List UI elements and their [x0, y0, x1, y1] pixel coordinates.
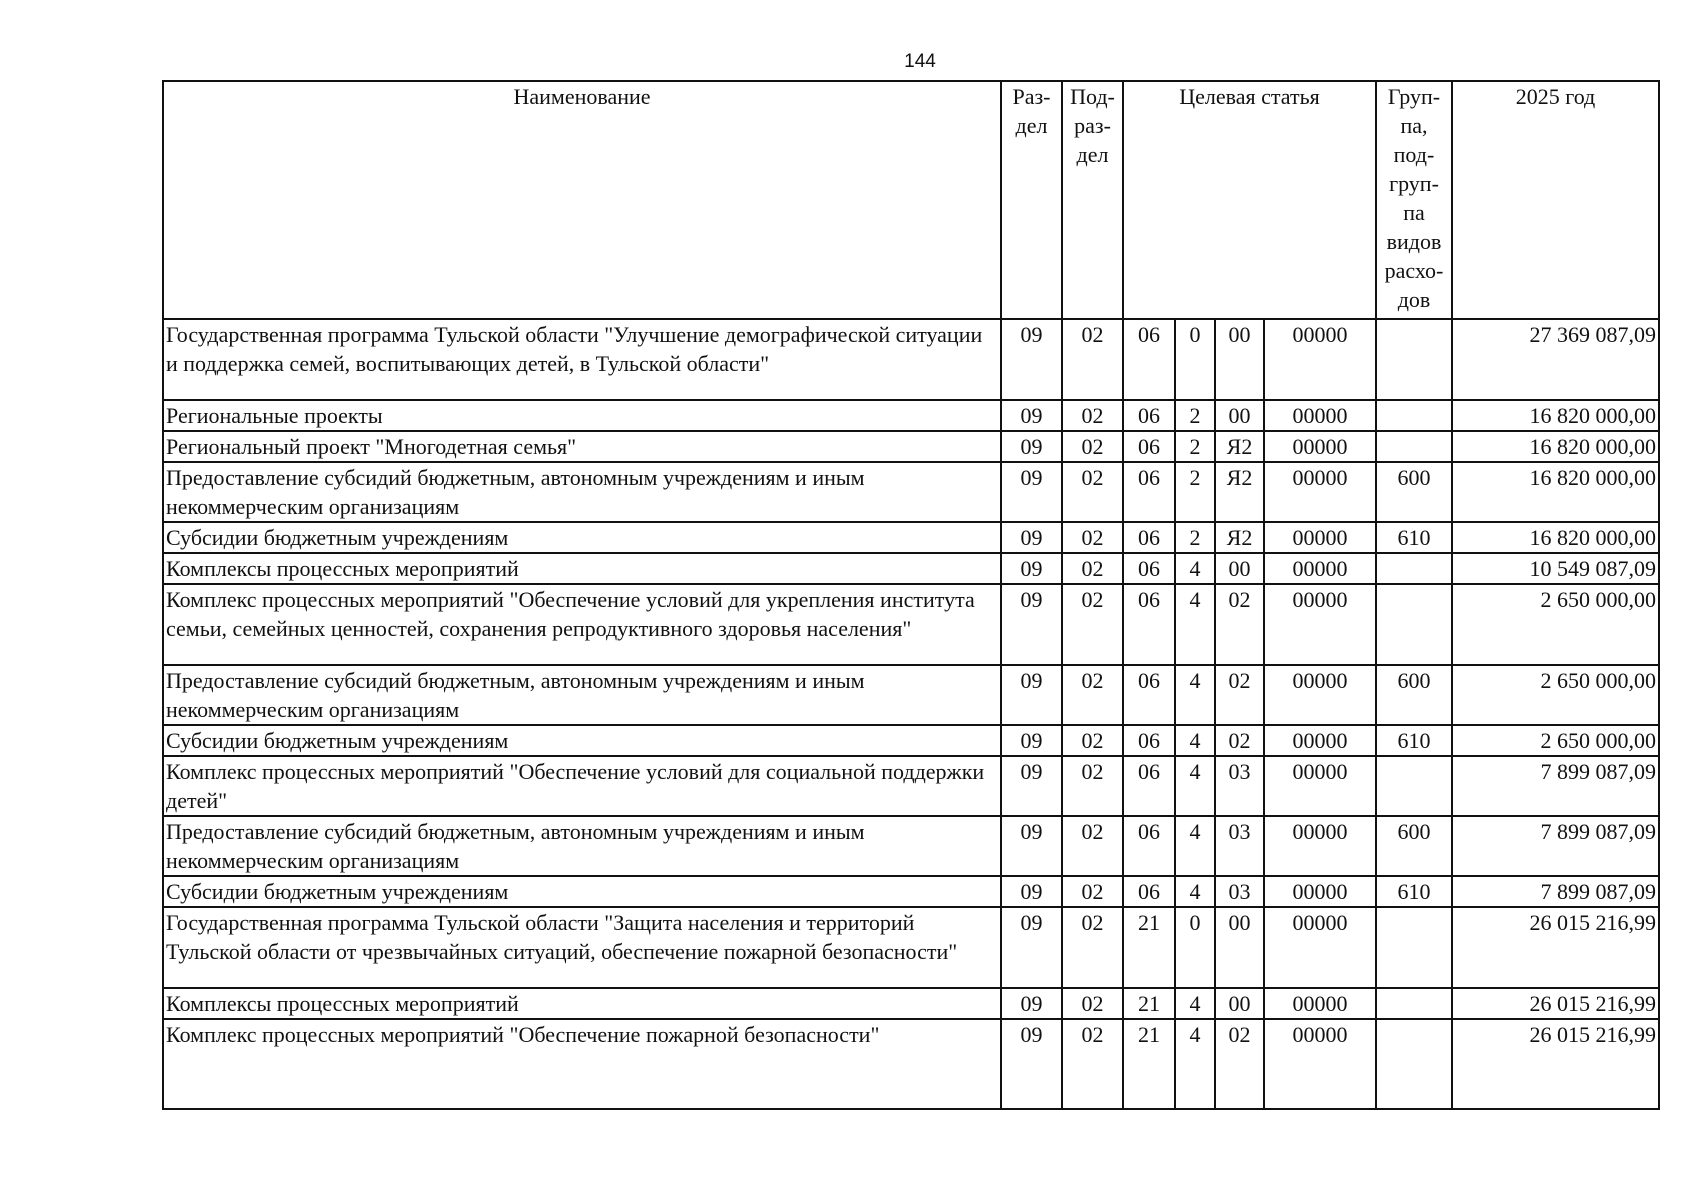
row-name: Субсидии бюджетным учреждениям — [163, 522, 1001, 553]
row-name: Предоставление субсидий бюджетным, автономным учреждениям и иным некоммерческим организациям — [163, 816, 1001, 876]
row-razdel: 09 — [1001, 431, 1062, 462]
row-target-direction: 00000 — [1264, 462, 1376, 522]
row-amount: 7 899 087,09 — [1452, 876, 1659, 907]
row-expense-group: 600 — [1376, 462, 1452, 522]
table-row — [163, 400, 1659, 431]
row-podrazdel: 02 — [1062, 584, 1123, 665]
row-target-type: 0 — [1175, 319, 1215, 400]
row-expense-group — [1376, 584, 1452, 665]
row-target-type: 4 — [1175, 816, 1215, 876]
row-name: Региональный проект "Многодетная семья" — [163, 431, 1001, 462]
header-razdel: Раз- дел — [1001, 81, 1062, 319]
row-target-subprogram: Я2 — [1215, 522, 1264, 553]
row-target-program: 06 — [1123, 816, 1175, 876]
row-amount: 16 820 000,00 — [1452, 431, 1659, 462]
header-target-article: Целевая статья — [1123, 81, 1376, 319]
row-razdel: 09 — [1001, 319, 1062, 400]
row-target-direction: 00000 — [1264, 431, 1376, 462]
row-target-subprogram: 02 — [1215, 665, 1264, 725]
table-row — [163, 553, 1659, 584]
row-expense-group: 600 — [1376, 665, 1452, 725]
row-target-direction: 00000 — [1264, 553, 1376, 584]
table-row — [163, 725, 1659, 756]
row-podrazdel: 02 — [1062, 756, 1123, 816]
row-target-direction: 00000 — [1264, 756, 1376, 816]
row-razdel: 09 — [1001, 584, 1062, 665]
row-target-program: 06 — [1123, 725, 1175, 756]
row-target-type: 4 — [1175, 876, 1215, 907]
row-target-program: 06 — [1123, 400, 1175, 431]
row-amount: 16 820 000,00 — [1452, 400, 1659, 431]
row-amount: 10 549 087,09 — [1452, 553, 1659, 584]
table-row — [163, 816, 1659, 876]
table-body — [163, 319, 1659, 1109]
row-amount: 2 650 000,00 — [1452, 665, 1659, 725]
row-target-direction: 00000 — [1264, 876, 1376, 907]
row-amount: 26 015 216,99 — [1452, 988, 1659, 1019]
row-target-type: 4 — [1175, 988, 1215, 1019]
row-target-program: 06 — [1123, 876, 1175, 907]
row-razdel: 09 — [1001, 876, 1062, 907]
row-expense-group: 610 — [1376, 876, 1452, 907]
row-razdel: 09 — [1001, 756, 1062, 816]
row-amount: 2 650 000,00 — [1452, 725, 1659, 756]
row-target-subprogram: 03 — [1215, 876, 1264, 907]
row-target-type: 4 — [1175, 725, 1215, 756]
row-razdel: 09 — [1001, 462, 1062, 522]
row-target-direction: 00000 — [1264, 816, 1376, 876]
row-amount: 16 820 000,00 — [1452, 522, 1659, 553]
row-razdel: 09 — [1001, 725, 1062, 756]
row-target-direction: 00000 — [1264, 522, 1376, 553]
row-target-subprogram: 02 — [1215, 584, 1264, 665]
row-target-subprogram: 00 — [1215, 400, 1264, 431]
row-expense-group — [1376, 907, 1452, 988]
row-target-direction: 00000 — [1264, 319, 1376, 400]
row-podrazdel: 02 — [1062, 522, 1123, 553]
row-name: Государственная программа Тульской области "Защита населения и территорий Тульской области от чрезвычайных ситуаций, обеспечение пожарной безопасности" — [163, 907, 1001, 988]
row-target-program: 06 — [1123, 522, 1175, 553]
row-target-type: 4 — [1175, 1019, 1215, 1109]
row-target-subprogram: Я2 — [1215, 462, 1264, 522]
row-expense-group — [1376, 431, 1452, 462]
row-expense-group — [1376, 1019, 1452, 1109]
row-expense-group: 610 — [1376, 725, 1452, 756]
row-target-subprogram: 03 — [1215, 816, 1264, 876]
row-target-program: 06 — [1123, 584, 1175, 665]
row-target-program: 06 — [1123, 462, 1175, 522]
row-expense-group: 610 — [1376, 522, 1452, 553]
row-podrazdel: 02 — [1062, 319, 1123, 400]
row-razdel: 09 — [1001, 816, 1062, 876]
row-amount: 16 820 000,00 — [1452, 462, 1659, 522]
row-podrazdel: 02 — [1062, 462, 1123, 522]
row-target-direction: 00000 — [1264, 584, 1376, 665]
row-razdel: 09 — [1001, 665, 1062, 725]
table-row — [163, 319, 1659, 400]
row-target-program: 06 — [1123, 319, 1175, 400]
row-razdel: 09 — [1001, 400, 1062, 431]
table-row — [163, 665, 1659, 725]
table-row — [163, 1019, 1659, 1109]
row-target-subprogram: Я2 — [1215, 431, 1264, 462]
row-podrazdel: 02 — [1062, 400, 1123, 431]
row-target-direction: 00000 — [1264, 665, 1376, 725]
row-podrazdel: 02 — [1062, 431, 1123, 462]
table-row — [163, 431, 1659, 462]
table-row — [163, 907, 1659, 988]
row-amount: 26 015 216,99 — [1452, 907, 1659, 988]
page-number: 144 — [904, 51, 936, 72]
row-amount: 2 650 000,00 — [1452, 584, 1659, 665]
row-expense-group — [1376, 319, 1452, 400]
row-podrazdel: 02 — [1062, 1019, 1123, 1109]
row-target-direction: 00000 — [1264, 907, 1376, 988]
row-podrazdel: 02 — [1062, 876, 1123, 907]
row-name: Региональные проекты — [163, 400, 1001, 431]
table-row — [163, 462, 1659, 522]
row-target-direction: 00000 — [1264, 725, 1376, 756]
row-target-direction: 00000 — [1264, 400, 1376, 431]
table-row — [163, 522, 1659, 553]
row-target-subprogram: 00 — [1215, 988, 1264, 1019]
table-row — [163, 988, 1659, 1019]
row-name: Предоставление субсидий бюджетным, автономным учреждениям и иным некоммерческим организациям — [163, 665, 1001, 725]
row-target-subprogram: 02 — [1215, 1019, 1264, 1109]
row-target-subprogram: 00 — [1215, 907, 1264, 988]
row-amount: 26 015 216,99 — [1452, 1019, 1659, 1109]
row-target-program: 21 — [1123, 907, 1175, 988]
row-podrazdel: 02 — [1062, 553, 1123, 584]
header-podrazdel: Под- раз- дел — [1062, 81, 1123, 319]
row-target-type: 4 — [1175, 756, 1215, 816]
row-name: Комплекс процессных мероприятий "Обеспечение условий для социальной поддержки детей" — [163, 756, 1001, 816]
table-row — [163, 876, 1659, 907]
row-razdel: 09 — [1001, 988, 1062, 1019]
row-target-type: 4 — [1175, 584, 1215, 665]
row-target-subprogram: 00 — [1215, 553, 1264, 584]
header-row — [163, 81, 1659, 319]
row-name: Предоставление субсидий бюджетным, автономным учреждениям и иным некоммерческим организациям — [163, 462, 1001, 522]
row-name: Комплекс процессных мероприятий "Обеспечение условий для укрепления института семьи, семейных ценностей, сохранения репродуктивного здоровья населения" — [163, 584, 1001, 665]
row-expense-group — [1376, 756, 1452, 816]
row-expense-group: 600 — [1376, 816, 1452, 876]
table-row — [163, 584, 1659, 665]
row-expense-group — [1376, 988, 1452, 1019]
row-expense-group — [1376, 400, 1452, 431]
header-year-2025: 2025 год — [1452, 81, 1659, 319]
row-name: Субсидии бюджетным учреждениям — [163, 876, 1001, 907]
row-target-subprogram: 00 — [1215, 319, 1264, 400]
row-razdel: 09 — [1001, 907, 1062, 988]
row-target-program: 06 — [1123, 756, 1175, 816]
row-podrazdel: 02 — [1062, 665, 1123, 725]
row-razdel: 09 — [1001, 522, 1062, 553]
row-target-direction: 00000 — [1264, 1019, 1376, 1109]
row-target-subprogram: 03 — [1215, 756, 1264, 816]
row-name: Субсидии бюджетным учреждениям — [163, 725, 1001, 756]
row-amount: 7 899 087,09 — [1452, 756, 1659, 816]
row-podrazdel: 02 — [1062, 907, 1123, 988]
table-row — [163, 756, 1659, 816]
row-razdel: 09 — [1001, 553, 1062, 584]
row-target-type: 2 — [1175, 431, 1215, 462]
row-razdel: 09 — [1001, 1019, 1062, 1109]
header-name: Наименование — [163, 81, 1001, 319]
row-name: Комплекс процессных мероприятий "Обеспечение пожарной безопасности" — [163, 1019, 1001, 1109]
row-name: Комплексы процессных мероприятий — [163, 988, 1001, 1019]
row-target-program: 06 — [1123, 665, 1175, 725]
row-target-type: 4 — [1175, 553, 1215, 584]
budget-table — [162, 80, 1660, 1110]
row-amount: 27 369 087,09 — [1452, 319, 1659, 400]
row-name: Комплексы процессных мероприятий — [163, 553, 1001, 584]
row-target-type: 2 — [1175, 400, 1215, 431]
row-target-type: 2 — [1175, 522, 1215, 553]
row-target-type: 4 — [1175, 665, 1215, 725]
row-podrazdel: 02 — [1062, 725, 1123, 756]
row-name: Государственная программа Тульской области "Улучшение демографической ситуации и поддержка семей, воспитывающих детей, в Тульской области" — [163, 319, 1001, 400]
row-target-direction: 00000 — [1264, 988, 1376, 1019]
row-expense-group — [1376, 553, 1452, 584]
row-target-subprogram: 02 — [1215, 725, 1264, 756]
row-target-program: 21 — [1123, 1019, 1175, 1109]
row-target-program: 21 — [1123, 988, 1175, 1019]
row-target-program: 06 — [1123, 553, 1175, 584]
row-podrazdel: 02 — [1062, 816, 1123, 876]
row-target-program: 06 — [1123, 431, 1175, 462]
row-target-type: 2 — [1175, 462, 1215, 522]
header-expense-group: Груп- па, под- груп- па видов расхо- дов — [1376, 81, 1452, 319]
row-target-type: 0 — [1175, 907, 1215, 988]
row-podrazdel: 02 — [1062, 988, 1123, 1019]
row-amount: 7 899 087,09 — [1452, 816, 1659, 876]
